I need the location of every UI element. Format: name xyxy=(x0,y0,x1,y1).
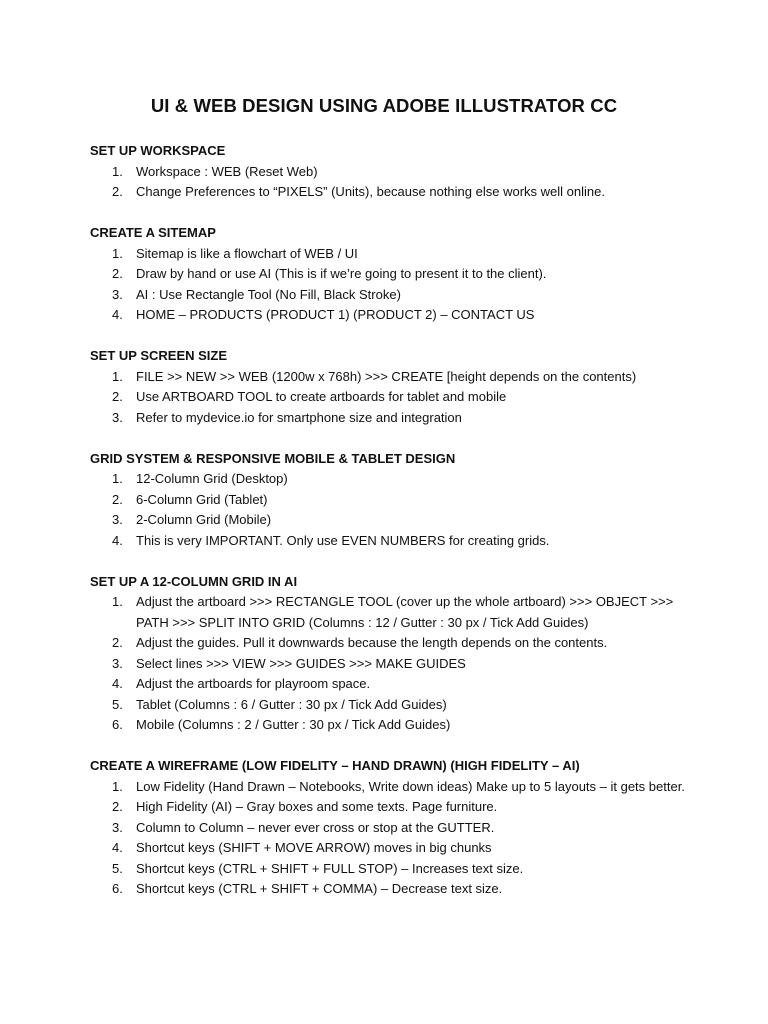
list-item-text: Mobile (Columns : 2 / Gutter : 30 px / Tick Add Guides) xyxy=(136,717,451,732)
list-item-text: Adjust the artboards for playroom space. xyxy=(136,676,371,691)
list-item xyxy=(90,633,690,654)
list-item xyxy=(90,777,690,798)
list-item xyxy=(90,531,690,552)
list-item-number: 3. xyxy=(112,655,123,671)
document-title: UI & WEB DESIGN USING ADOBE ILLUSTRATOR CC xyxy=(150,95,618,116)
list-item-number: 2. xyxy=(112,389,123,404)
list-item-number: 2. xyxy=(112,184,123,199)
section-heading: CREATE A SITEMAP xyxy=(90,225,216,240)
section-heading: SET UP WORKSPACE xyxy=(90,143,226,158)
list-item xyxy=(90,818,690,839)
list-item-text: AI : Use Rectangle Tool (No Fill, Black Stroke) xyxy=(136,286,401,302)
list-item-text: Shortcut keys (CTRL + SHIFT + COMMA) – Decrease text size. xyxy=(136,881,503,896)
list-item-text: Sitemap is like a flowchart of WEB / UI xyxy=(136,245,358,261)
section-heading: GRID SYSTEM & RESPONSIVE MOBILE & TABLET DESIGN xyxy=(90,450,456,466)
list-item xyxy=(90,490,690,511)
list-item-text: FILE >> NEW >> WEB (1200w x 768h) >>> CREATE [height depends on the contents) xyxy=(136,368,637,384)
section-create-a-wireframe xyxy=(90,756,690,900)
list-item xyxy=(90,285,690,306)
section-create-a-sitemap xyxy=(90,223,690,326)
section-set-up-screen-size xyxy=(90,346,690,428)
list-item-number: 1. xyxy=(112,245,123,261)
list-item-number: 1. xyxy=(112,368,123,384)
list-item xyxy=(90,654,690,675)
list-item-number: 4. xyxy=(112,307,123,322)
section-set-up-workspace xyxy=(90,141,690,203)
list-item-text: Adjust the artboard >>> RECTANGLE TOOL (cover up the whole artboard) >>> OBJECT >>> PATH >>> SPLIT INTO GRID (Columns : 12 / Gutter : 30 px / Tick Add Guides) xyxy=(136,594,674,630)
list-item-number: 5. xyxy=(112,696,123,712)
list-item-text: 12-Column Grid (Desktop) xyxy=(136,471,288,486)
list-item xyxy=(90,264,690,285)
list-item-number: 3. xyxy=(112,286,123,302)
list-item xyxy=(90,305,690,326)
section-heading: SET UP A 12-COLUMN GRID IN AI xyxy=(90,573,298,589)
list-item xyxy=(90,244,690,265)
list-item-number: 2. xyxy=(112,266,123,281)
list-item xyxy=(90,859,690,880)
list-item-number: 4. xyxy=(112,676,123,691)
list-item-number: 1. xyxy=(112,778,123,794)
list-item-number: 6. xyxy=(112,717,123,732)
section-grid-system xyxy=(90,449,690,552)
list-item-text: Refer to mydevice.io for smartphone size and integration xyxy=(136,409,462,425)
list-item-number: 1. xyxy=(112,594,123,609)
list-item-text: Use ARTBOARD TOOL to create artboards for tablet and mobile xyxy=(136,389,507,404)
list-item xyxy=(90,879,690,900)
section-heading: CREATE A WIREFRAME (LOW FIDELITY – HAND DRAWN) (HIGH FIDELITY – AI) xyxy=(90,758,580,773)
list-item-text: Low Fidelity (Hand Drawn – Notebooks, Write down ideas) Make up to 5 layouts – it gets better. xyxy=(136,778,685,794)
list-item-text: Tablet (Columns : 6 / Gutter : 30 px / Tick Add Guides) xyxy=(136,696,447,712)
list-item-number: 1. xyxy=(112,163,123,179)
list-item xyxy=(90,797,690,818)
list-item-number: 5. xyxy=(112,860,123,876)
list-item xyxy=(90,838,690,859)
list-item xyxy=(90,674,690,695)
section-set-up-12-column-grid xyxy=(90,572,690,736)
list-item xyxy=(90,367,690,388)
list-item xyxy=(90,387,690,408)
list-item xyxy=(90,592,690,633)
list-item xyxy=(90,469,690,490)
list-item-text: Shortcut keys (SHIFT + MOVE ARROW) moves in big chunks xyxy=(136,840,492,855)
list-item-number: 2. xyxy=(112,491,123,507)
list-item-number: 3. xyxy=(112,512,123,527)
document-body xyxy=(90,141,690,920)
list-item-number: 4. xyxy=(112,840,123,855)
list-item-number: 6. xyxy=(112,881,123,896)
list-item-number: 3. xyxy=(112,409,123,425)
list-item-text: HOME – PRODUCTS (PRODUCT 1) (PRODUCT 2) – CONTACT US xyxy=(136,307,535,322)
list-item-number: 3. xyxy=(112,819,123,835)
section-heading: SET UP SCREEN SIZE xyxy=(90,348,228,363)
list-item-number: 4. xyxy=(112,532,123,548)
list-item-text: 6-Column Grid (Tablet) xyxy=(136,491,268,507)
list-item-text: Draw by hand or use AI (This is if we’re going to present it to the client). xyxy=(136,266,547,281)
list-item xyxy=(90,182,690,203)
list-item xyxy=(90,510,690,531)
list-item-text: 2-Column Grid (Mobile) xyxy=(136,512,272,527)
list-item-text: This is very IMPORTANT. Only use EVEN NUMBERS for creating grids. xyxy=(136,532,550,548)
list-item xyxy=(90,162,690,183)
list-item-number: 2. xyxy=(112,799,123,814)
list-item xyxy=(90,715,690,736)
list-item-number: 2. xyxy=(112,635,123,650)
list-item-text: Column to Column – never ever cross or stop at the GUTTER. xyxy=(136,819,495,835)
list-item-number: 1. xyxy=(112,471,123,486)
list-item-text: Workspace : WEB (Reset Web) xyxy=(136,163,318,179)
list-item xyxy=(90,695,690,716)
list-item-text: Adjust the guides. Pull it downwards because the length depends on the contents. xyxy=(136,635,608,650)
list-item-text: Select lines >>> VIEW >>> GUIDES >>> MAKE GUIDES xyxy=(136,655,466,671)
list-item-text: High Fidelity (AI) – Gray boxes and some texts. Page furniture. xyxy=(136,799,498,814)
list-item-text: Change Preferences to “PIXELS” (Units), because nothing else works well online. xyxy=(136,184,605,199)
list-item-text: Shortcut keys (CTRL + SHIFT + FULL STOP) – Increases text size. xyxy=(136,860,524,876)
list-item xyxy=(90,408,690,429)
